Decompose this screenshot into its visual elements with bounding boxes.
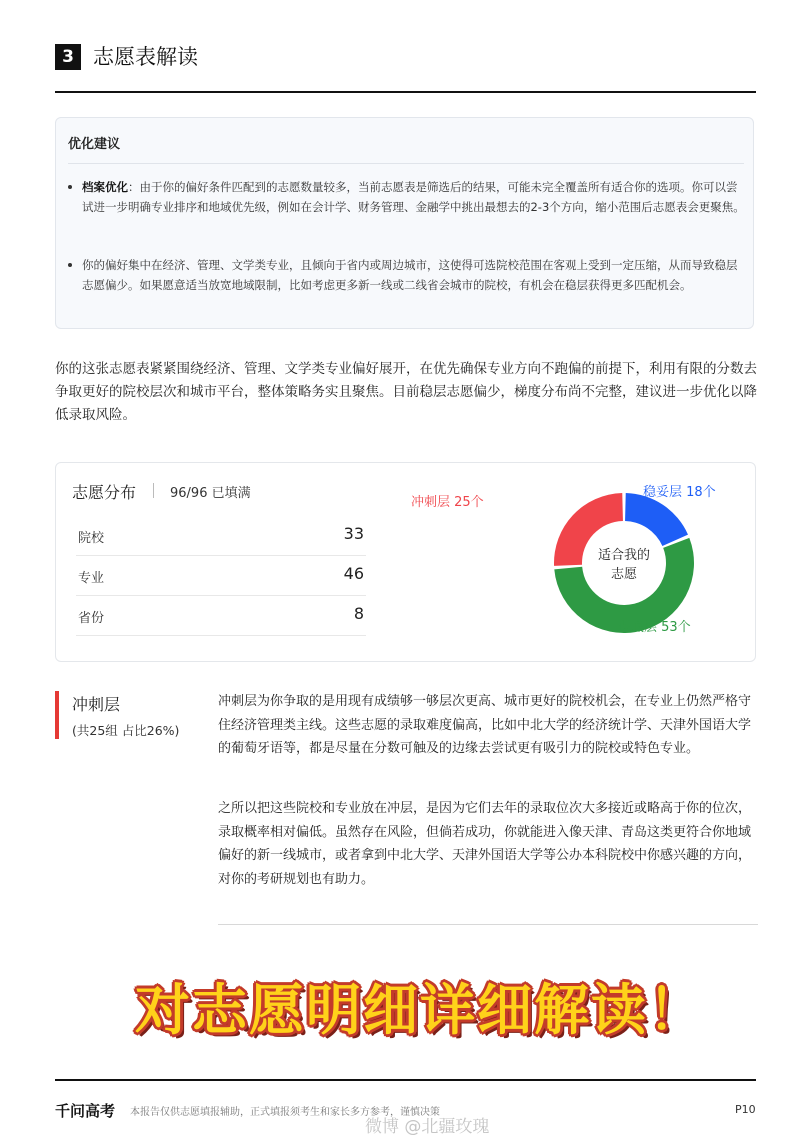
rush-paragraph-2: 之所以把这些院校和专业放在冲层，是因为它们去年的录取位次大多接近或略高于你的位次，录取概率相对偏低。虽然存在风险，但倘若成功，你就能进入像天津、青岛这类更符合你地域偏好的新一线城市，或者拿到中北大学、天津外国语大学等公办本科院校中你感兴趣的方向，对你的考研规划也有助力。 [218,801,752,887]
donut-slice-stable [625,493,688,546]
stat-label: 省份 [78,611,105,626]
footer-disclaimer: 本报告仅供志愿填报辅助，正式填报须考生和家长多方参考，谨慎决策 [130,1107,440,1118]
stat-value: 46 [343,564,364,583]
footer-brand: 千问高考 [55,1102,116,1120]
distribution-title: 志愿分布 [72,483,137,502]
rush-paragraph-1: 冲刺层为你争取的是用现有成绩够一够层次更高、城市更好的院校机会，在专业上仍然严格守住经济管理类主线。这些志愿的录取难度偏高，比如中北大学的经济统计学、天津外国语大学的葡萄牙语等，都是尽量在分数可触及的边缘去尝试更有吸引力的院校或特色专业。 [218,694,752,756]
bullet-dot-icon [68,263,72,267]
rush-tier-title: 冲刺层 [72,695,121,714]
advice-item-colon: ： [128,180,140,194]
summary-paragraph: 你的这张志愿表紧紧围绕经济、管理、文学类专业偏好展开，在优先确保专业方向不跑偏的前提下，利用有限的分数去争取更好的院校层次和城市平台，整体策略务实且聚焦。目前稳层志愿偏少，梯度分布尚不完整，建议进一步优化以降低录取风险。 [55,361,757,423]
stat-label: 院校 [78,531,105,546]
distribution-card [55,462,756,662]
bullet-dot-icon [68,185,72,189]
stat-label: 专业 [78,571,105,586]
slice-label-rush: 冲刺层 25个 [411,495,484,510]
fill-status: 96/96 已填满 [170,486,251,501]
donut-center-label: 适合我的 [597,548,651,563]
stat-value: 33 [343,524,364,543]
page-number: P10 [735,1103,756,1116]
title-separator [153,483,154,498]
watermark: 微博 @北疆玫瑰 [365,1117,490,1137]
advice-item-heading: 档案优化 [82,180,128,194]
rush-divider [218,924,758,925]
rush-accent-bar [55,691,59,739]
advice-item-text: 你的偏好集中在经济、管理、文学类专业，且倾向于省内或周边城市，这使得可选院校范围在客观上受到一定压缩，从而导致稳层志愿偏少。如果愿意适当放宽地域限制，比如考虑更多新一线或二线省会城市的院校，有机会在稳层获得更多匹配机会。 [82,258,738,292]
stat-value: 8 [353,604,364,623]
slice-label-stable: 稳妥层 18个 [643,485,716,500]
stat-row-schools [76,515,366,556]
advice-divider [68,163,744,164]
header-divider [55,91,756,93]
stat-row-majors [76,555,366,596]
section-title: 志愿表解读 [93,45,198,69]
advice-item-text: 由于你的偏好条件匹配到的志愿数量较多，当前志愿表是筛选后的结果，可能未完全覆盖所有适合你的选项。你可以尝试进一步明确专业排序和地域优先级，例如在会计学、财务管理、金融学中挑出最想去的2-3个方向，缩小范围后志愿表会更聚焦。 [82,180,745,214]
advice-item [68,177,748,217]
overlay-banner-text: 对志愿明细详细解读！ [135,978,706,1042]
donut-center-label: 志愿 [610,567,638,582]
section-number-badge: 3 [55,44,81,70]
stat-row-provinces [76,595,366,636]
rush-tier-subtitle: (共25组 占比26%) [72,723,180,738]
footer-divider [55,1079,756,1081]
optimization-advice-box [55,117,754,329]
advice-item [68,255,748,295]
slice-label-safe: 保底层 53个 [618,620,691,635]
advice-title: 优化建议 [68,137,121,152]
